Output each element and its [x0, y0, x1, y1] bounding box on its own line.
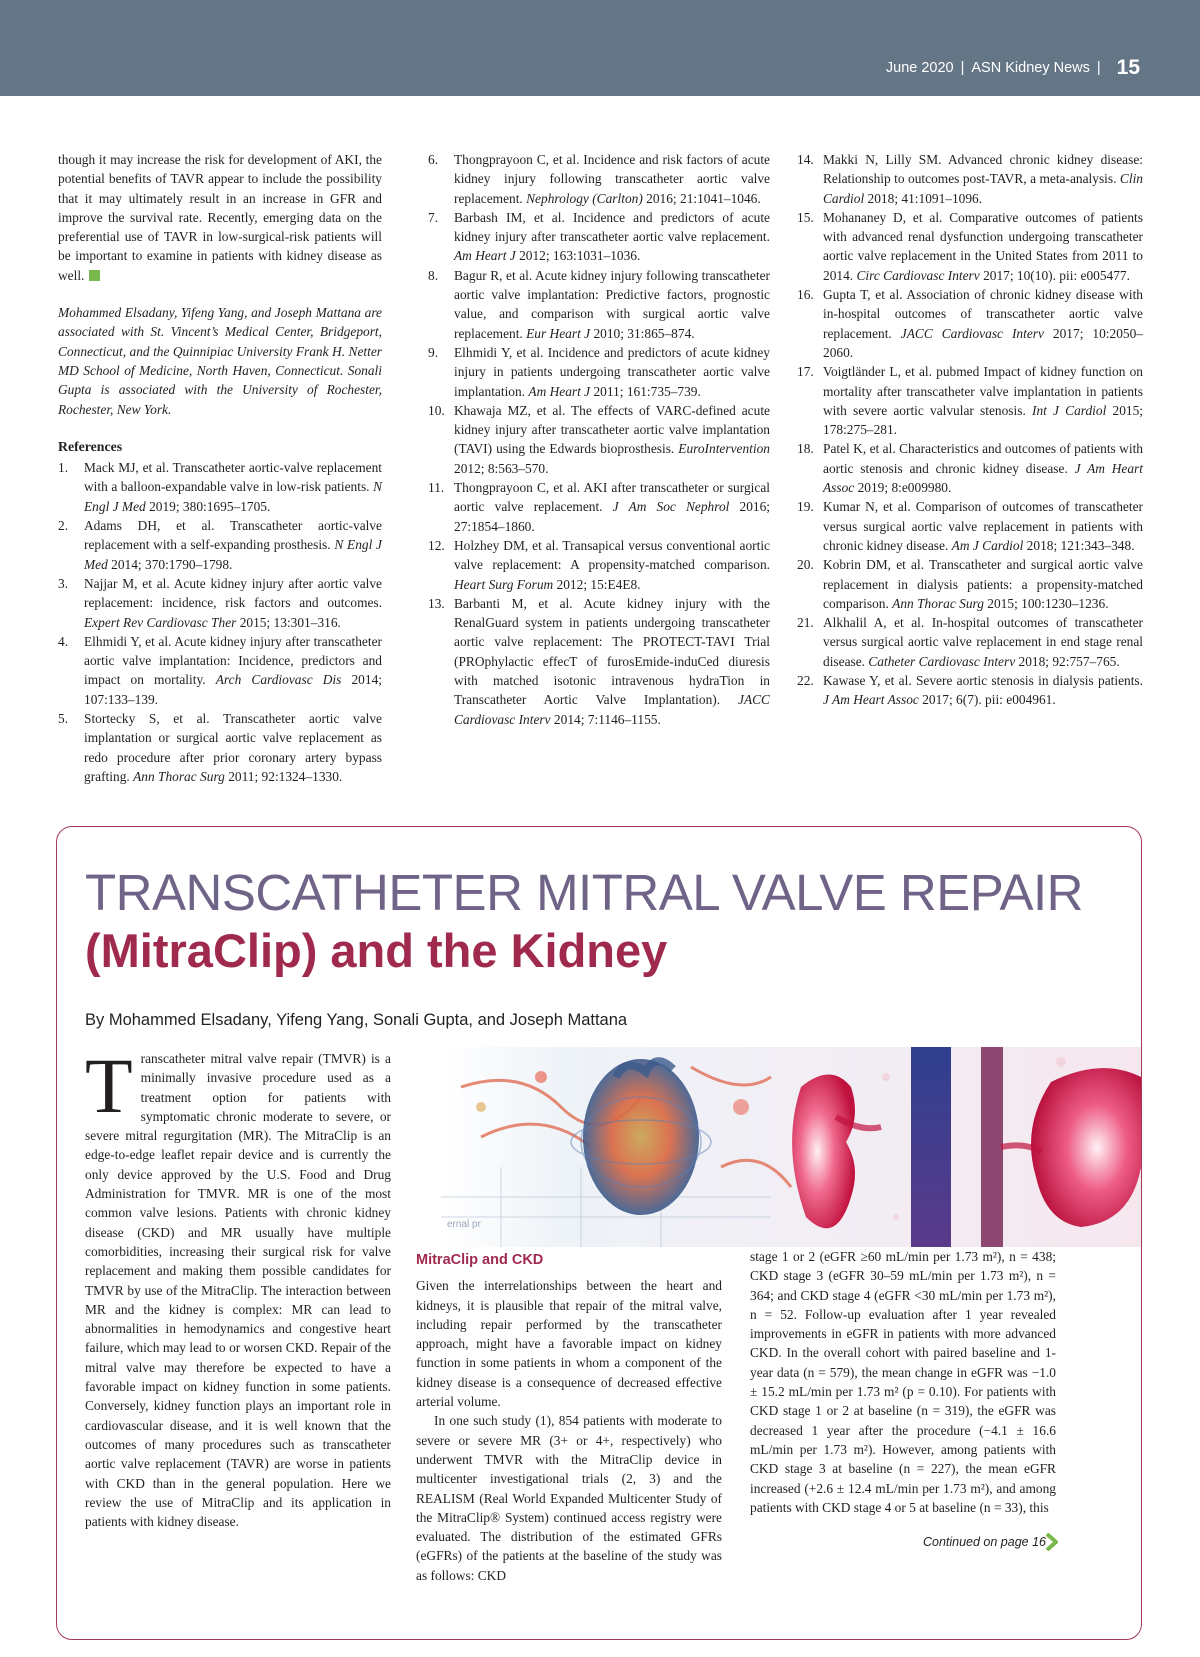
reference-number: 5.	[58, 711, 69, 727]
reference-item	[58, 574, 382, 632]
reference-number: 7.	[428, 209, 439, 225]
reference-item	[428, 343, 770, 401]
issue-date: June 2020	[885, 60, 954, 76]
reference-journal: JACC Cardiovasc Interv	[900, 325, 1044, 341]
reference-citation: Barbash IM, et al. Incidence and predictors of acute kidney injury after transcatheter aortic valve replacement.	[454, 209, 770, 245]
feature-title-line-1: TRANSCATHETER MITRAL VALVE REPAIR	[85, 864, 1083, 921]
reference-volume: 2018; 121:343–348.	[1023, 537, 1135, 553]
reference-volume: 2014; 370:1790–1798.	[107, 556, 233, 572]
reference-citation: Alkhalil A, et al. In-hospital outcomes of transcatheter versus surgical aortic valve replacement in end stage renal disease.	[823, 615, 1143, 669]
reference-journal: Expert Rev Cardiovasc Ther	[84, 614, 237, 630]
reference-citation: Holzhey DM, et al. Transapical versus conventional aortic valve replacement: A propensity-matched comparison.	[454, 537, 770, 573]
reference-text	[454, 536, 770, 594]
reference-text	[823, 208, 1143, 285]
reference-item	[797, 439, 1143, 497]
reference-number: 9.	[428, 344, 439, 360]
section-subhead: MitraClip and CKD	[416, 1252, 544, 1268]
reference-item	[797, 150, 1143, 208]
reference-text	[454, 401, 770, 478]
references-list-3	[797, 150, 1143, 710]
reference-item	[797, 613, 1143, 671]
reference-number: 15.	[797, 209, 814, 225]
reference-number: 20.	[797, 557, 814, 573]
reference-text	[454, 150, 770, 208]
reference-citation: Mohananey D, et al. Comparative outcomes of patients with advanced renal dysfunction undergoing transcatheter aortic valve replacement in the United States from 2011 to 2014.	[823, 209, 1143, 283]
reference-volume: 2018; 41:1091–1096.	[864, 190, 983, 206]
reference-journal: Ann Thorac Surg	[892, 595, 984, 611]
reference-journal: Am Heart J	[528, 383, 591, 399]
reference-item	[428, 594, 770, 729]
continued-link[interactable]: Continued on page 16	[922, 1535, 1046, 1549]
reference-text	[823, 150, 1143, 208]
page-number: 15	[1116, 56, 1140, 79]
reference-citation: Thongprayoon C, et al. Incidence and risk factors of acute kidney injury following transcatheter aortic valve replacement.	[454, 152, 770, 206]
folio-separator: |	[1096, 60, 1101, 76]
chevron-right-icon[interactable]	[1045, 1533, 1059, 1551]
reference-item	[428, 150, 770, 208]
illustration-graphic	[441, 1047, 1141, 1247]
feature-column-3	[750, 1247, 1056, 1517]
column-1	[58, 150, 382, 786]
reference-journal: JACC Cardiovasc Interv	[454, 692, 770, 727]
reference-citation: Voigtländer L, et al. pubmed Impact of kidney function on mortality after transcatheter valve implantation in patients with severe aortic valvular stenosis.	[823, 364, 1143, 418]
reference-item	[797, 497, 1143, 555]
reference-volume: 2019; 380:1695–1705.	[145, 498, 271, 514]
reference-citation: Khawaja MZ, et al. The effects of VARC-defined acute kidney injury after transcatheter aortic valve implantation (TAVI) using the Edwards bioprosthesis.	[454, 402, 770, 457]
reference-volume: 2010; 31:865–874.	[590, 325, 695, 341]
reference-volume: 2018; 92:757–765.	[1015, 653, 1120, 669]
feature-byline: By Mohammed Elsadany, Yifeng Yang, Sonali Gupta, and Joseph Mattana	[85, 1011, 628, 1029]
references-list-1	[58, 458, 382, 786]
reference-text	[454, 594, 770, 729]
reference-item	[58, 516, 382, 574]
heart-kidney-illustration	[441, 1047, 1141, 1247]
reference-item	[797, 285, 1143, 362]
reference-citation: Elhmidi Y, et al. Acute kidney injury after transcatheter aortic valve implantation: Incidence, predictors and impact on mortality.	[84, 633, 382, 688]
reference-journal: EuroIntervention	[678, 441, 770, 457]
reference-citation: Najjar M, et al. Acute kidney injury after aortic valve replacement: incidence, risk factors and outcomes.	[84, 575, 382, 611]
reference-volume: 2014; 7:1146–1155.	[550, 711, 661, 727]
reference-volume: 2015; 100:1230–1236.	[983, 595, 1109, 611]
reference-number: 3.	[58, 575, 69, 591]
feature-intro	[85, 1042, 391, 1531]
references-list-2	[428, 150, 770, 729]
references-heading: References	[58, 438, 123, 454]
header-bar	[0, 0, 1200, 96]
reference-journal: Ann Thorac Surg	[133, 768, 225, 784]
reference-number: 12.	[428, 537, 445, 553]
reference-number: 19.	[797, 499, 814, 515]
reference-number: 18.	[797, 441, 814, 457]
reference-item	[58, 709, 382, 786]
reference-journal: Nephrology (Carlton)	[526, 190, 643, 206]
feature-column-1	[85, 1042, 391, 1531]
reference-journal: Catheter Cardiovasc Interv	[868, 653, 1016, 669]
reference-text	[84, 709, 382, 786]
reference-item	[428, 536, 770, 594]
reference-item	[797, 555, 1143, 613]
reference-citation: Gupta T, et al. Association of chronic kidney disease with in-hospital outcomes of transcatheter aortic valve replacement.	[823, 287, 1143, 341]
reference-volume: 2011; 92:1324–1330.	[224, 768, 343, 784]
column-2	[428, 150, 770, 729]
reference-number: 13.	[428, 595, 445, 611]
reference-item	[797, 671, 1143, 710]
reference-citation: Bagur R, et al. Acute kidney injury following transcatheter aortic valve implantation: Predictive factors, prognostic value, and comparison with surgical aortic valve replacement.	[454, 267, 770, 341]
reference-text	[84, 516, 382, 574]
reference-journal: N Engl J Med	[84, 537, 382, 572]
reference-citation: Adams DH, et al. Transcatheter aortic-valve replacement with a self-expanding prosthesis.	[84, 518, 382, 553]
folio-separator: |	[960, 60, 965, 76]
reference-number: 6.	[428, 152, 439, 167]
reference-journal: Am Heart J	[454, 248, 516, 264]
reference-item	[58, 458, 382, 516]
reference-volume: 2014; 107:133–139.	[84, 672, 382, 707]
illustration-watermark: ernal pr	[447, 1219, 481, 1230]
intro-text: ranscatheter mitral valve repair (TMVR) is a minimally invasive procedure used as a treatment option for patients with symptomatic chronic moderate to severe, or severe mitral regurgitation (MR). The MitraClip is an edge-to-edge leaflet repair device and is currently the only device approved by the U.S. Food and Drug Administration for TMVR. MR is one of the most common valve lesions. Patients with chronic kidney disease (CKD) and MR usually have multiple comorbidities, increasing their surgical risk for valve replacement and making them possible candidates for TMVR by use of the MitraClip. The interaction between MR and the kidney is complex: MR can lead to abnormalities in hemodynamics and congestive heart failure, which may lead to or worsen CKD. Repair of the mitral valve may therefore be expected to have a favorable impact on kidney function in some patients. Conversely, kidney function plays an important role in cardiovascular disease, and it is well known that the outcomes of many procedures such as transcatheter aortic valve replacement (TAVR) are worse in patients with CKD than in the general population. Here we review the use of MitraClip and its application in patients with kidney disease.	[85, 1051, 391, 1530]
reference-journal: J Am Heart Assoc	[823, 460, 1143, 496]
reference-citation: Thongprayoon C, et al. AKI after transcatheter or surgical aortic valve replacement.	[454, 480, 770, 515]
reference-text	[454, 208, 770, 266]
reference-text	[823, 671, 1143, 710]
reference-text	[454, 343, 770, 401]
reference-number: 4.	[58, 633, 69, 649]
column-3	[797, 150, 1143, 710]
author-affiliation: Mohammed Elsadany, Yifeng Yang, and Joseph Mattana are associated with St. Vincent’s Medical Center, Bridgeport, Connecticut, and the Quinnipiac University Frank H. Netter MD School of Medicine, North Haven, Connecticut. Sonali Gupta is associated with the University of Rochester, Rochester, New York.	[58, 305, 382, 417]
reference-volume: 2016; 27:1854–1860.	[454, 499, 770, 534]
reference-text	[454, 478, 770, 536]
reference-citation: Patel K, et al. Characteristics and outcomes of patients with aortic stenosis and chronic kidney disease.	[823, 441, 1143, 476]
reference-citation: Kumar N, et al. Comparison of outcomes of transcatheter versus surgical aortic valve replacement in patients with chronic kidney disease.	[823, 499, 1143, 553]
reference-number: 21.	[797, 615, 814, 631]
reference-volume: 2017; 10(10). pii: e005477.	[979, 267, 1130, 283]
feature-article-box	[56, 826, 1142, 1640]
reference-item	[58, 632, 382, 709]
reference-volume: 2012; 15:E4E8.	[553, 576, 641, 592]
reference-text	[823, 555, 1143, 613]
reference-item	[428, 401, 770, 478]
reference-volume: 2017; 10:2050–2060.	[823, 325, 1143, 360]
feature-title-line-2: (MitraClip) and the Kidney	[85, 924, 668, 977]
feature-paragraph-1: Given the interrelationships between the heart and kidneys, it is plausible that repair of the mitral valve, including repair performed by the transcatheter approach, might have a favorable impact on kidney function in some patients in whom a component of the kidney disease is a consequence of decreased effective arterial volume.	[416, 1278, 722, 1410]
reference-citation: Makki N, Lilly SM. Advanced chronic kidney disease: Relationship to outcomes post-TAVR, a meta-analysis.	[823, 152, 1143, 187]
reference-volume: 2015; 13:301–316.	[236, 614, 341, 630]
reference-text	[823, 362, 1143, 439]
reference-number: 11.	[428, 480, 445, 496]
reference-item	[428, 478, 770, 536]
reference-journal: N Engl J Med	[84, 479, 382, 514]
reference-item	[797, 208, 1143, 285]
reference-number: 17.	[797, 364, 814, 380]
reference-text	[823, 285, 1143, 362]
reference-text	[823, 439, 1143, 497]
reference-number: 2.	[58, 518, 69, 534]
feature-column-2	[416, 1251, 722, 1585]
reference-citation: Mack MJ, et al. Transcatheter aortic-valve replacement with a balloon-expandable valve in low-risk patients.	[84, 460, 382, 495]
feature-paragraph-2: In one such study (1), 854 patients with moderate to severe or severe MR (3+ or 4+, respectively) who underwent TMVR with the MitraClip device in multicenter investigational trials (2, 3) and the REALISM (Real World Expanded Multicenter Study of the MitraClip® System) continued access registry were evaluated. The distribution of the estimated GFRs (eGFRs) of the patients at the baseline of the study was as follows: CKD	[416, 1413, 722, 1583]
article-conclusion	[58, 150, 382, 285]
reference-volume: 2016; 21:1041–1046.	[642, 190, 761, 206]
reference-item	[428, 208, 770, 266]
reference-journal: Clin Cardiol	[823, 171, 1143, 206]
reference-volume: 2017; 6(7). pii: e004961.	[918, 692, 1056, 708]
reference-volume: 2012; 163:1031–1036.	[515, 248, 641, 264]
reference-journal: J Am Soc Nephrol	[612, 499, 730, 515]
reference-citation: Elhmidi Y, et al. Incidence and predictors of acute kidney injury in patients undergoing transcatheter aortic valve implantation.	[454, 344, 770, 399]
page-folio	[886, 56, 1140, 80]
reference-number: 8.	[428, 267, 439, 283]
reference-citation: Kobrin DM, et al. Transcatheter and surgical aortic valve replacement in dialysis patients: a propensity-matched comparison.	[823, 557, 1143, 611]
reference-volume: 2019; 8:e009980.	[854, 480, 952, 496]
reference-text	[84, 632, 382, 709]
feature-paragraph-3: stage 1 or 2 (eGFR ≥60 mL/min per 1.73 m²), n = 438; CKD stage 3 (eGFR 30–59 mL/min per 1.73 m²), n = 364; and CKD stage 4 (eGFR <30 mL/min per 1.73 m²), n = 52. Follow-up evaluation after 1 year revealed improvements in eGFR in patients with more advanced CKD. In the overall cohort with paired baseline and 1-year data (n = 579), the mean change in eGFR was −1.0 ± 15.2 mL/min per 1.73 m² (p = 0.10). For patients with CKD stage 1 or 2 at baseline (n = 319), the eGFR was decreased 1 year after the procedure (−4.1 ± 16.6 mL/min per 1.73 m²). However, among patients with CKD stage 3 at baseline (n = 227), the mean eGFR increased (+2.6 ± 12.4 mL/min per 1.73 m²), and among patients with CKD stage 4 or 5 at baseline (n = 33), this	[750, 1249, 1056, 1515]
reference-item	[428, 266, 770, 343]
end-mark-icon	[89, 270, 100, 281]
reference-number: 16.	[797, 287, 814, 303]
reference-volume: 2011; 161:735–739.	[590, 383, 701, 399]
reference-text	[84, 458, 382, 516]
reference-text	[823, 497, 1143, 555]
drop-cap: T	[85, 1042, 133, 1129]
reference-number: 1.	[58, 460, 69, 476]
reference-number: 10.	[428, 402, 445, 418]
reference-text	[84, 574, 382, 632]
reference-journal: J Am Heart Assoc	[823, 692, 919, 708]
reference-journal: Am J Cardiol	[951, 537, 1024, 553]
reference-text	[454, 266, 770, 343]
reference-volume: 2015; 178:275–281.	[823, 402, 1144, 438]
reference-item	[797, 362, 1143, 439]
reference-citation: Stortecky S, et al. Transcatheter aortic valve implantation or surgical aortic valve replacement as redo procedure after prior coronary artery bypass grafting.	[84, 711, 382, 784]
conclusion-text: though it may increase the risk for development of AKI, the potential benefits of TAVR appear to include the possibility that it may ultimately result in an increase in GFR and improve the survival rate. Recently, emerging data on the preferential use of TAVR in low-surgical-risk patients will be important to examine in patients with kidney disease as well.	[58, 152, 382, 283]
reference-journal: Arch Cardiovasc Dis	[215, 672, 342, 688]
publication-name: ASN Kidney News	[971, 60, 1090, 76]
reference-journal: Heart Surg Forum	[454, 576, 554, 592]
reference-citation: Kawase Y, et al. Severe aortic stenosis in dialysis patients.	[823, 673, 1143, 689]
reference-number: 22.	[797, 673, 814, 689]
reference-journal: Eur Heart J	[526, 325, 591, 341]
reference-journal: Circ Cardiovasc Interv	[856, 267, 980, 283]
reference-number: 14.	[797, 152, 814, 167]
reference-citation: Barbanti M, et al. Acute kidney injury with the RenalGuard system in patients undergoing transcatheter aortic valve replacement: The PROTECT-TAVI Trial (PROphylactic effecT of furosEmide-induCed diuresis with matched isotonic intravenous hydraTion in Transcatheter Aortic Valve Implantation).	[454, 595, 770, 708]
reference-text	[823, 613, 1143, 671]
reference-journal: Int J Cardiol	[1031, 402, 1107, 418]
reference-volume: 2012; 8:563–570.	[454, 460, 549, 476]
